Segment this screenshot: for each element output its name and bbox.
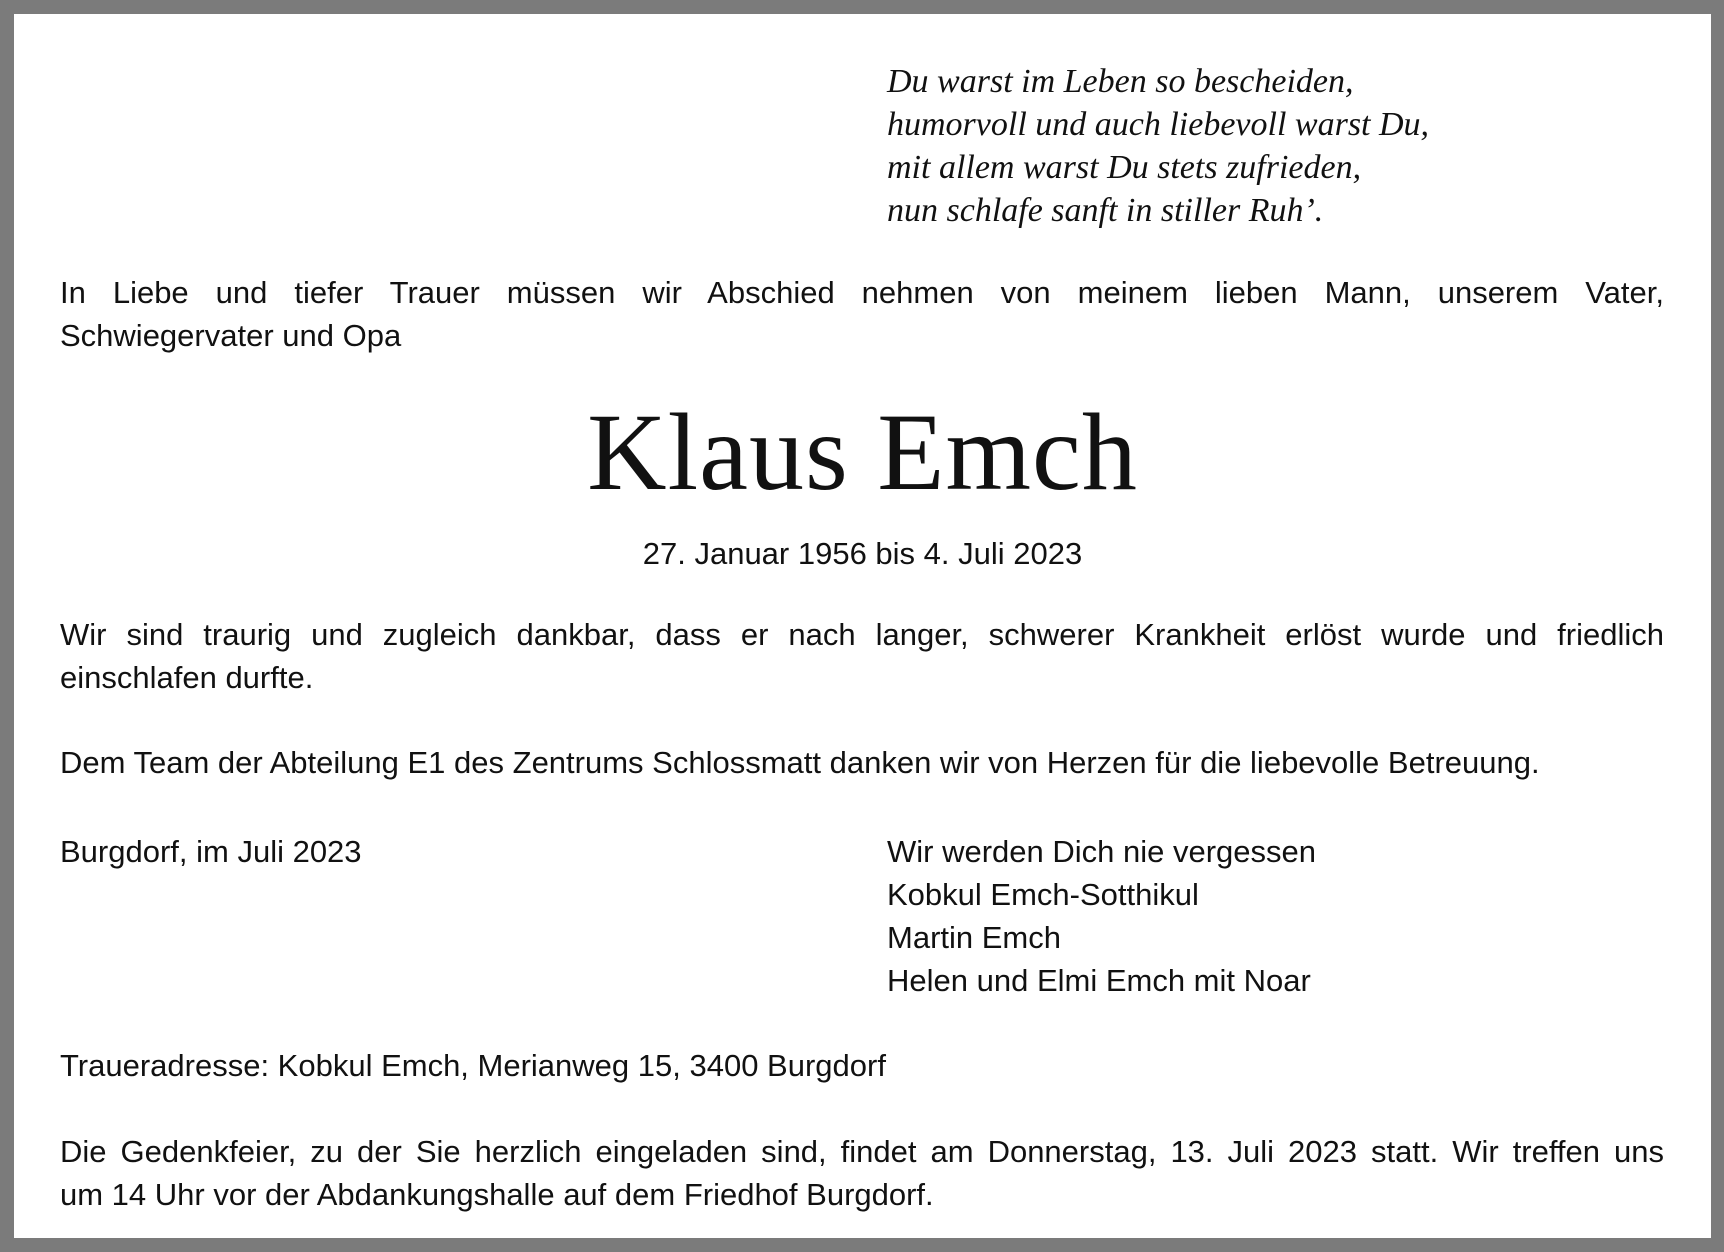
signers <box>887 830 1316 1002</box>
memorial-line: um 14 Uhr vor der Abdankungshalle auf dem Friedhof Burgdorf. <box>60 1177 934 1212</box>
thanks-paragraph: Dem Team der Abteilung E1 des Zentrums Schlossmatt danken wir von Herzen für die liebevolle Betreuung. <box>60 745 1540 780</box>
poem-line: nun schlafe sanft in stiller Ruh’. <box>887 192 1324 229</box>
poem-line: mit allem warst Du stets zufrieden, <box>887 149 1362 186</box>
intro-line: In Liebe und tiefer Trauer müssen wir Abschied nehmen von meinem lieben Mann, unserem Vater, <box>60 275 1664 310</box>
poem <box>887 60 1429 232</box>
place-date: Burgdorf, im Juli 2023 <box>60 834 362 869</box>
obituary-notice <box>14 14 1711 1238</box>
gratitude-line: Wir sind traurig und zugleich dankbar, dass er nach langer, schwerer Krankheit erlöst wurde und friedlich <box>60 617 1664 652</box>
signer-line: Wir werden Dich nie vergessen <box>887 834 1317 869</box>
mourning-address: Traueradresse: Kobkul Emch, Merianweg 15, 3400 Burgdorf <box>60 1048 886 1083</box>
memorial-paragraph <box>60 1130 1664 1216</box>
poem-line: humorvoll und auch liebevoll warst Du, <box>887 106 1430 143</box>
memorial-line: Die Gedenkfeier, zu der Sie herzlich eingeladen sind, findet am Donnerstag, 13. Juli 2023 statt. Wir treffen uns <box>60 1134 1664 1169</box>
life-dates: 27. Januar 1956 bis 4. Juli 2023 <box>642 536 1083 571</box>
gratitude-paragraph <box>60 613 1664 699</box>
signer-line: Kobkul Emch-Sotthikul <box>887 877 1199 912</box>
gratitude-line: einschlafen durfte. <box>60 660 314 695</box>
intro-line: Schwiegervater und Opa <box>60 318 402 353</box>
signer-line: Martin Emch <box>887 920 1061 955</box>
deceased-name: Klaus Emch <box>587 391 1138 513</box>
signer-line: Helen und Elmi Emch mit Noar <box>887 963 1311 998</box>
poem-line: Du warst im Leben so bescheiden, <box>887 63 1354 100</box>
intro-paragraph <box>60 271 1664 357</box>
